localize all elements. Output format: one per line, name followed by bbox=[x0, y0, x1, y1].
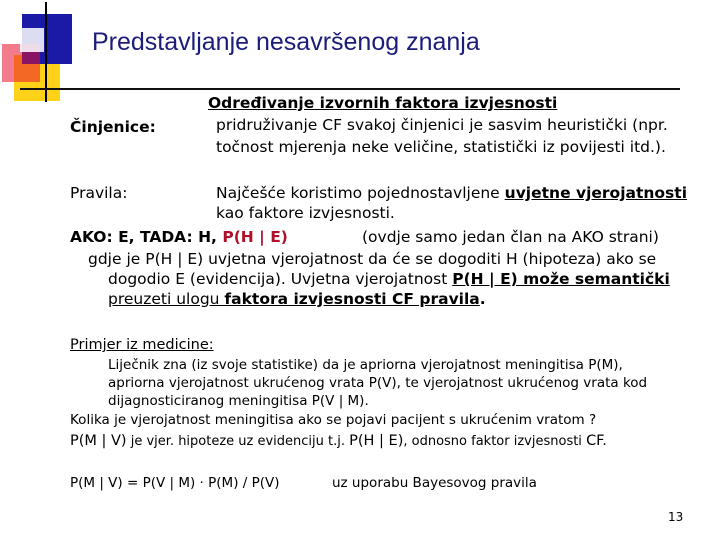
rules-period: . bbox=[479, 290, 486, 308]
example-line-3: dijagnosticiranog meningitisa P(V | M). bbox=[108, 393, 369, 409]
rules-line-1 bbox=[216, 182, 687, 204]
rules-semantic: P(H | E) može semantički bbox=[452, 270, 670, 288]
example-line-4: Kolika je vjerojatnost meningitisa ako se pojavi pacijent s ukrućenim vratom ? bbox=[70, 412, 597, 428]
rules-line-1-text: Najčešće koristimo pojednostavljene bbox=[216, 184, 505, 202]
facts-label: Činjenice: bbox=[70, 118, 156, 136]
rules-label: Pravila: bbox=[70, 184, 128, 202]
rules-conditional-probability: uvjetne vjerojatnosti bbox=[504, 184, 688, 202]
rules-gdje-3-text: preuzeti ulogu bbox=[108, 290, 225, 308]
page-number: 13 bbox=[668, 510, 684, 524]
phe: P(H | E) bbox=[349, 433, 404, 449]
rules-ako-line bbox=[70, 226, 288, 248]
l5-text-2: , odnosno faktor izvjesnosti bbox=[403, 434, 587, 449]
pmv: P(M | V) bbox=[70, 433, 127, 449]
example-line-5 bbox=[70, 432, 607, 451]
example-label: Primjer iz medicine: bbox=[70, 337, 214, 353]
facts-heading: Određivanje izvornih faktora izvjesnosti bbox=[208, 94, 558, 112]
example-line-2: apriorna vjerojatnost ukrućenog vrata P(V), te vjerojatnost ukrućenog vrata kod bbox=[108, 375, 648, 391]
ako-text: AKO: E, TADA: H, bbox=[70, 228, 223, 246]
facts-line-1: pridruživanje CF svakoj činjenici je sasvim heuristički (npr. bbox=[216, 116, 668, 134]
ako-note: (ovdje samo jedan član na AKO strani) bbox=[362, 228, 659, 246]
rules-gdje-2 bbox=[108, 268, 670, 290]
bayes-formula: P(M | V) = P(V | M) · P(M) / P(V) bbox=[70, 475, 280, 491]
decor-white-square bbox=[20, 28, 44, 52]
rules-gdje-2-text: dogodio E (evidencija). Uvjetna vjerojatnost bbox=[108, 270, 453, 288]
rules-cf-rules: faktora izvjesnosti CF pravila bbox=[224, 290, 480, 308]
decor-vertical-line bbox=[45, 2, 47, 102]
rules-gdje-1: gdje je P(H | E) uvjetna vjerojatnost da će se dogoditi H (hipoteza) ako se bbox=[88, 250, 657, 268]
example-line-1: Liječnik zna (iz svoje statistike) da je apriorna vjerojatnost meningitisa P(M), bbox=[108, 357, 623, 373]
ako-phe: P(H | E) bbox=[222, 228, 288, 246]
title-divider bbox=[20, 88, 680, 90]
bayes-note: uz uporabu Bayesovog pravila bbox=[332, 475, 537, 491]
rules-line-2: kao faktore izvjesnosti. bbox=[216, 204, 395, 222]
l5-period: . bbox=[602, 433, 607, 449]
cf: CF bbox=[586, 433, 603, 449]
rules-gdje-3 bbox=[108, 288, 486, 310]
facts-line-2: točnost mjerenja neke veličine, statistički iz povijesti itd.). bbox=[216, 138, 666, 156]
slide-title: Predstavljanje nesavršenog znanja bbox=[92, 28, 480, 56]
l5-text: je vjer. hipoteze uz evidenciju t.j. bbox=[126, 434, 350, 449]
